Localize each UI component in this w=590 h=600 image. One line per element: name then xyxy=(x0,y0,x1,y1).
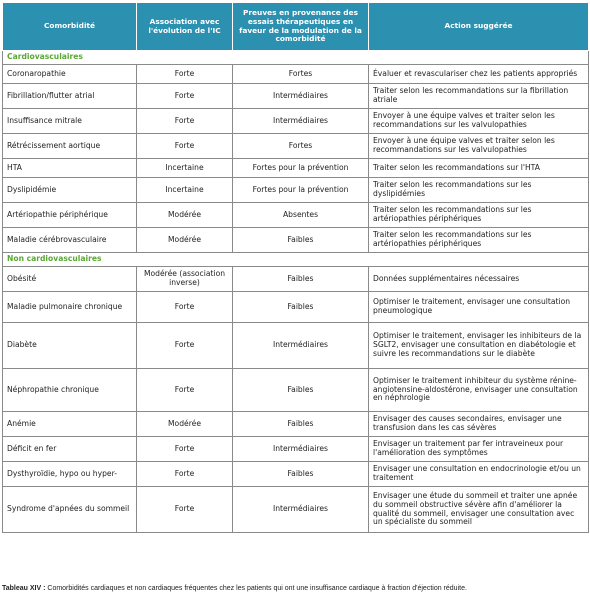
table-row xyxy=(3,292,589,323)
cell-association: Forte xyxy=(137,84,233,109)
cell-evidence: Intermédiaires xyxy=(233,109,369,134)
table-row xyxy=(3,203,589,228)
cell-action: Optimiser le traitement, envisager les inhibiteurs de la SGLT2, envisager une consultation en diabétologie et suivre les recommandations sur le diabète xyxy=(369,323,589,369)
cell-action: Traiter selon les recommandations sur les dyslipidémies xyxy=(369,178,589,203)
cell-evidence: Faibles xyxy=(233,369,369,412)
table-row xyxy=(3,369,589,412)
table-caption xyxy=(2,585,588,592)
cell-association: Forte xyxy=(137,292,233,323)
cell-action: Envoyer à une équipe valves et traiter selon les recommandations sur les valvulopathies xyxy=(369,109,589,134)
cell-action: Envisager une consultation en endocrinologie et/ou un traitement xyxy=(369,462,589,487)
cell-action: Traiter selon les recommandations sur la fibrillation atriale xyxy=(369,84,589,109)
cell-evidence: Intermédiaires xyxy=(233,437,369,462)
table-row xyxy=(3,228,589,253)
table-row xyxy=(3,267,589,292)
cell-comorbidity: Déficit en fer xyxy=(3,437,137,462)
cell-comorbidity: Insuffisance mitrale xyxy=(3,109,137,134)
cell-evidence: Fortes pour la prévention xyxy=(233,159,369,178)
cell-action: Optimiser le traitement, envisager une consultation pneumologique xyxy=(369,292,589,323)
table-row xyxy=(3,134,589,159)
section-title: Cardiovasculaires xyxy=(3,51,589,65)
cell-evidence: Fortes pour la prévention xyxy=(233,178,369,203)
table-body xyxy=(3,51,589,533)
cell-association: Modérée (association inverse) xyxy=(137,267,233,292)
cell-comorbidity: Dysthyroïdie, hypo ou hyper- xyxy=(3,462,137,487)
cell-evidence: Intermédiaires xyxy=(233,323,369,369)
header-evidence: Preuves en provenance des essais thérapeutiques en faveur de la modulation de la comorbidité xyxy=(233,3,369,51)
cell-action: Données supplémentaires nécessaires xyxy=(369,267,589,292)
caption-label: Tableau XIV : xyxy=(2,585,46,592)
table-row xyxy=(3,487,589,533)
cell-evidence: Faibles xyxy=(233,462,369,487)
cell-association: Forte xyxy=(137,109,233,134)
header-action: Action suggérée xyxy=(369,3,589,51)
table-row xyxy=(3,84,589,109)
cell-action: Envoyer à une équipe valves et traiter selon les recommandations sur les valvulopathies xyxy=(369,134,589,159)
cell-comorbidity: Obésité xyxy=(3,267,137,292)
cell-association: Forte xyxy=(137,65,233,84)
cell-comorbidity: Rétrécissement aortique xyxy=(3,134,137,159)
cell-association: Forte xyxy=(137,462,233,487)
cell-action: Optimiser le traitement inhibiteur du système rénine-angiotensine-aldostérone, envisager une consultation en néphrologie xyxy=(369,369,589,412)
cell-action: Évaluer et revasculariser chez les patients appropriés xyxy=(369,65,589,84)
cell-association: Forte xyxy=(137,323,233,369)
cell-association: Forte xyxy=(137,369,233,412)
cell-evidence: Fortes xyxy=(233,134,369,159)
table-row xyxy=(3,159,589,178)
cell-association: Incertaine xyxy=(137,159,233,178)
cell-association: Incertaine xyxy=(137,178,233,203)
cell-action: Envisager des causes secondaires, envisager une transfusion dans les cas sévères xyxy=(369,412,589,437)
cell-action: Envisager un traitement par fer intraveineux pour l'amélioration des symptômes xyxy=(369,437,589,462)
comorbidity-table xyxy=(2,2,589,533)
section-row xyxy=(3,51,589,65)
cell-association: Forte xyxy=(137,134,233,159)
cell-comorbidity: Diabète xyxy=(3,323,137,369)
cell-evidence: Faibles xyxy=(233,267,369,292)
section-row xyxy=(3,253,589,267)
cell-action: Traiter selon les recommandations sur les artériopathies périphériques xyxy=(369,228,589,253)
cell-evidence: Intermédiaires xyxy=(233,487,369,533)
table-row xyxy=(3,109,589,134)
cell-comorbidity: Dyslipidémie xyxy=(3,178,137,203)
cell-evidence: Faibles xyxy=(233,228,369,253)
table-row xyxy=(3,412,589,437)
cell-association: Forte xyxy=(137,487,233,533)
table-row xyxy=(3,323,589,369)
table-row xyxy=(3,65,589,84)
header-row xyxy=(3,3,589,51)
cell-evidence: Faibles xyxy=(233,292,369,323)
cell-association: Modérée xyxy=(137,203,233,228)
cell-evidence: Fortes xyxy=(233,65,369,84)
caption-text: Comorbidités cardiaques et non cardiaques fréquentes chez les patients qui ont une insuffisance cardiaque à fraction d'éjection réduite. xyxy=(45,585,467,592)
cell-comorbidity: Coronaropathie xyxy=(3,65,137,84)
cell-comorbidity: HTA xyxy=(3,159,137,178)
cell-action: Envisager une étude du sommeil et traiter une apnée du sommeil obstructive sévère afin d'améliorer la qualité du sommeil, envisager une consultation avec un spécialiste du sommeil xyxy=(369,487,589,533)
cell-comorbidity: Néphropathie chronique xyxy=(3,369,137,412)
cell-action: Traiter selon les recommandations sur les artériopathies périphériques xyxy=(369,203,589,228)
cell-comorbidity: Anémie xyxy=(3,412,137,437)
cell-comorbidity: Artériopathie périphérique xyxy=(3,203,137,228)
cell-action: Traiter selon les recommandations sur l'HTA xyxy=(369,159,589,178)
cell-association: Modérée xyxy=(137,228,233,253)
section-title: Non cardiovasculaires xyxy=(3,253,589,267)
cell-comorbidity: Syndrome d'apnées du sommeil xyxy=(3,487,137,533)
cell-comorbidity: Fibrillation/flutter atrial xyxy=(3,84,137,109)
header-comorbidity: Comorbidité xyxy=(3,3,137,51)
cell-evidence: Faibles xyxy=(233,412,369,437)
header-association: Association avec l'évolution de l'IC xyxy=(137,3,233,51)
cell-association: Modérée xyxy=(137,412,233,437)
cell-evidence: Absentes xyxy=(233,203,369,228)
table-header xyxy=(3,3,589,51)
table-row xyxy=(3,178,589,203)
cell-association: Forte xyxy=(137,437,233,462)
cell-comorbidity: Maladie pulmonaire chronique xyxy=(3,292,137,323)
table-row xyxy=(3,437,589,462)
cell-evidence: Intermédiaires xyxy=(233,84,369,109)
cell-comorbidity: Maladie cérébrovasculaire xyxy=(3,228,137,253)
table-row xyxy=(3,462,589,487)
